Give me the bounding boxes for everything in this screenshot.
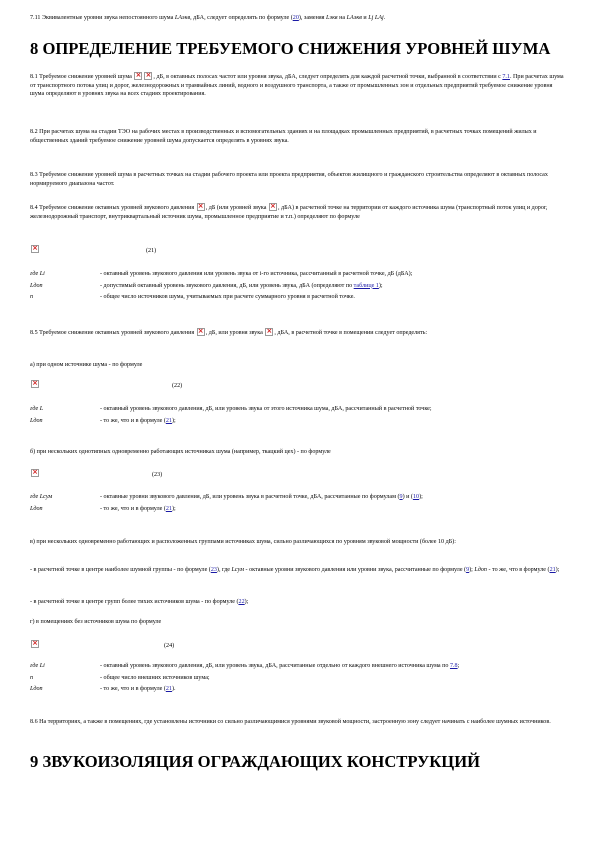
formula-link-21[interactable]: 21 (165, 686, 172, 693)
formula-link-21[interactable]: 21 (165, 417, 172, 424)
formula-number: (23) (152, 472, 163, 478)
definition-row (30, 282, 566, 291)
formula-link-10[interactable]: 10 (412, 494, 420, 500)
broken-image-icon (31, 640, 39, 648)
paragraph-8-4: 8.4 Требуемое снижение октавных уровней звукового давления ×, дБ (или уровней звука ×, дБА) в расчетной точке на территории от каждого источника шума (транспортный поток улиц и дорог, железнодорожный транспорт, внутриквартальный источник шума, промышленное предприятие и т.п.) определяют по формуле (30, 203, 566, 221)
broken-image-icon (31, 469, 39, 477)
definition-term: n (30, 674, 34, 681)
formula-22 (30, 380, 330, 392)
paragraph-8-5: 8.5 Требуемое снижение октавных уровней звукового давления ×, дБ, или уровня звука ×, дБА, в расчетной точке в помещении следует определять: (30, 328, 566, 338)
definition-text: - то же, что и в формуле (21). (100, 686, 176, 693)
section-9-title: 9 ЗВУКОИЗОЛЯЦИЯ ОГРАЖДАЮЩИХ КОНСТРУКЦИЙ (30, 752, 481, 771)
formula-23 (30, 469, 330, 481)
formula-link-23[interactable]: 23 (210, 567, 217, 573)
section-link-7-8[interactable]: 7.8 (449, 663, 458, 669)
broken-image-icon (31, 245, 39, 253)
definitions-23 (30, 493, 566, 516)
definitions-21 (30, 270, 566, 305)
definition-text: - общее число источников шума, учитываемых при расчете суммарного уровня в расчетной точке. (100, 294, 355, 301)
broken-image-icon (265, 328, 273, 336)
broken-image-icon (134, 72, 142, 80)
formula-link-21[interactable]: 21 (165, 505, 172, 512)
formula-number: (22) (172, 383, 183, 389)
formula-link-22[interactable]: 22 (238, 599, 245, 605)
definitions-22 (30, 405, 566, 428)
broken-image-icon (197, 203, 205, 211)
broken-image-icon (31, 380, 39, 388)
formula-link-9[interactable]: 9 (399, 494, 403, 500)
definition-row (30, 417, 566, 426)
formula-link-9[interactable]: 9 (466, 567, 470, 573)
formula-link-21[interactable]: 21 (549, 567, 556, 573)
definition-term: Lдоп (30, 686, 43, 693)
item-g: г) в помещениях без источников шума по формуле (30, 619, 162, 625)
item-b: б) при нескольких однотипных одновременно работающих источниках шума (например, ткацкий цех) - по формуле (30, 449, 331, 455)
formula-link-20[interactable]: 20 (292, 15, 299, 21)
definition-term: где Li (30, 663, 45, 669)
definitions-24 (30, 662, 566, 697)
definition-row (30, 493, 566, 502)
formula-24 (30, 640, 330, 652)
definition-text: - октавные уровни звукового давления, дБ, или уровень звука в расчетной точке, дБА, рассчитанные по формулам (9) и (10); (100, 494, 423, 500)
paragraph-8-3: 8.3 Требуемое снижение уровней шума в расчетных точках на стадии рабочего проекта или проекта предприятия, объектов жилищного и гражданского строительства определяют в октавных полосах нормируемого диапазона частот. (30, 172, 548, 187)
formula-21 (30, 245, 330, 257)
broken-image-icon (269, 203, 277, 211)
item-a: а) при одном источнике шума - по формуле (30, 362, 143, 368)
definition-text: - октавный уровень звукового давления, дБ, или уровень звука от этого источника шума, дБА, рассчитанный в расчетной точке; (100, 406, 432, 412)
definition-row (30, 405, 566, 414)
definition-term: Lдоп (30, 505, 43, 512)
definition-row (30, 674, 566, 683)
definition-term: Lдоп (30, 417, 43, 424)
paragraph-8-2: 8.2 При расчетах шума на стадии ТЭО на рабочих местах в производственных и вспомогательных зданиях и на площадках промышленных предприятий, в расчетных точках помещений жилых и общественных зданий требуемое снижение уровней шума допускается определять в уровнях звука. (30, 129, 537, 144)
definition-row (30, 685, 566, 694)
table-link-1[interactable]: таблице 1 (353, 282, 379, 289)
definition-text: - общее число внешних источников шума; (100, 674, 210, 681)
definition-term: где L (30, 406, 44, 412)
item-v: в) при нескольких одновременно работающих и расположенных группами источниках шума, сильно различающихся по уровням звуковой мощности (более 10 дБ): (30, 539, 456, 545)
definition-text: - допустимый октавный уровень звукового давления, дБ, или уровень звука, дБА (определяют по таблице 1); (100, 282, 383, 289)
item-v-2: - в расчетной точке в центре групп более тихих источников шума - по формуле (22); (30, 599, 249, 605)
paragraph-7-11: 7.11 Эквивалентные уровни звука непостоянного шума LAэкв, дБА, следует определять по формуле (20), заменяя Lэкв на LAэкв и Lj LAj. (30, 15, 386, 21)
formula-number: (24) (164, 643, 175, 649)
definition-term: где Li (30, 271, 45, 277)
definition-text: - то же, что и в формуле (21); (100, 505, 176, 512)
paragraph-8-1: 8.1 Требуемое снижение уровней шума ×× , дБ, в октавных полосах частот или уровня звука, дБА, следует определять для каждой расчетной точки, выбранной в соответствии с 7.1. При расчетах шума от транспортного потока улиц и дорог, железнодорожных и трамвайных линий, водного и воздушного транспорта, а также от промышленных зон и отдельных предприятий требуемое снижение уровня шума определяют в уровнях звука на всех стадиях проектирования. (30, 72, 566, 99)
definition-row (30, 505, 566, 514)
definition-term: n (30, 294, 34, 301)
definition-term: Lдоп (30, 282, 43, 289)
formula-number: (21) (146, 248, 157, 254)
section-8-title: 8 ОПРЕДЕЛЕНИЕ ТРЕБУЕМОГО СНИЖЕНИЯ УРОВНЕЙ ШУМА (30, 39, 551, 58)
definition-term: где Lсум (30, 494, 53, 500)
item-v-1: - в расчетной точке в центре наиболее шумной группы - по формуле (23), где Lсум - октавные уровни звукового давления или уровни звука, рассчитанные по формуле (9); Lдоп - то же, что в формуле (21); (30, 567, 560, 573)
broken-image-icon (197, 328, 205, 336)
section-link-7-1[interactable]: 7.1 (502, 74, 510, 80)
broken-image-icon (144, 72, 152, 80)
definition-row (30, 662, 566, 671)
definition-row (30, 293, 566, 302)
definition-text: - то же, что и в формуле (21); (100, 417, 176, 424)
definition-text: - октавный уровень звукового давления, дБ, или уровень звука, дБА, рассчитанные отдельно от каждого внешнего источника шума по 7.8; (100, 663, 460, 669)
definition-row (30, 270, 566, 279)
definition-text: - октавный уровень звукового давления или уровень звука от i-го источника, рассчитанный в расчетной точке, дБ (дБА); (100, 271, 413, 277)
paragraph-8-6: 8.6 На территориях, а также в помещениях, где установлены источники со сильно различающимися уровнями звуковой мощности, застроенную зону следует начинать с наиболее шумных источников. (30, 719, 551, 725)
